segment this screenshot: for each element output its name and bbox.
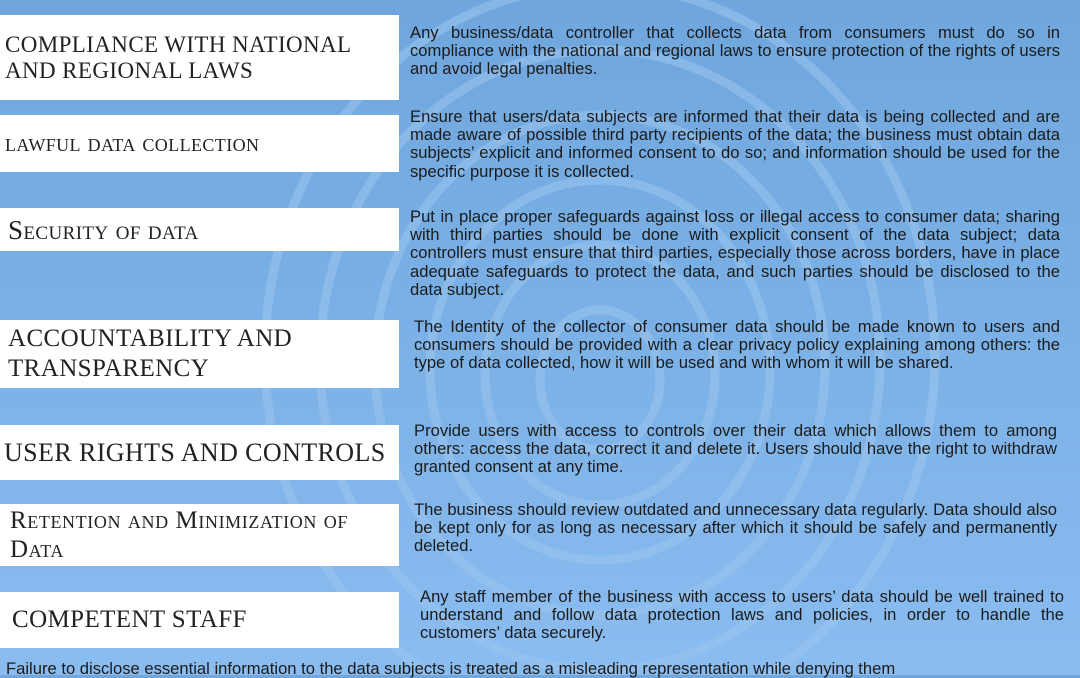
principle-description: Any business/data controller that collects data from consumers must do so in compliance with the national and regional laws to ensure protection of the rights of users and avoid legal penalties. [410, 23, 1060, 79]
footer-text: Failure to disclose essential information to the data subjects is treated as a misleading representation while denying them [6, 659, 896, 678]
principle-title-box [0, 592, 399, 648]
principle-description: Ensure that users/data subjects are informed that their data is being collected and are made aware of possible third party recipients of the data; the business must obtain data subjects’ explicit and informed consent to do so; and information should be used for the specific purpose it is collected. [410, 107, 1060, 181]
principle-description: The business should review outdated and unnecessary data regularly. Data should also be kept only for as long as necessary after which it should be safely and permanently deleted. [414, 500, 1057, 556]
principle-title-box [0, 208, 399, 251]
principle-title: USER RIGHTS AND CONTROLS [4, 437, 386, 467]
principle-title-box [0, 15, 399, 100]
principle-title-box [0, 504, 399, 566]
principle-description: Put in place proper safeguards against loss or illegal access to consumer data; sharing with third parties should be done with explicit consent of the data subject; data controllers must ensure that third parties, especially those across borders, have in place adequate safeguards to protect the data, and such parties should be disclosed to the data subject. [410, 207, 1060, 299]
principle-title: ACCOUNTABILITY AND TRANSPARENCY [8, 325, 293, 382]
principle-description: Provide users with access to controls over their data which allows them to among others: access the data, correct it and delete it. Users should have the right to withdraw granted consent at any time. [414, 421, 1057, 477]
principle-title: COMPLIANCE WITH NATIONAL AND REGIONAL LAWS [5, 31, 351, 83]
principle-title-box [0, 115, 399, 172]
principle-title-box [0, 425, 399, 480]
principle-title-box [0, 320, 399, 388]
principle-title: Security of data [8, 214, 199, 245]
principle-title: COMPETENT STAFF [12, 606, 247, 633]
principle-description: The Identity of the collector of consumer data should be made known to users and consumers should be provided with a clear privacy policy explaining among others: the type of data collected, how it will be used and with whom it will be shared. [414, 317, 1060, 373]
principle-description: Any staff member of the business with access to users’ data should be well trained to understand and follow data protection laws and policies, in order to handle the customers’ data securely. [420, 587, 1064, 643]
principle-title: Retention and Minimization of Data [10, 507, 349, 563]
principle-title: lawful data collection [5, 129, 260, 157]
